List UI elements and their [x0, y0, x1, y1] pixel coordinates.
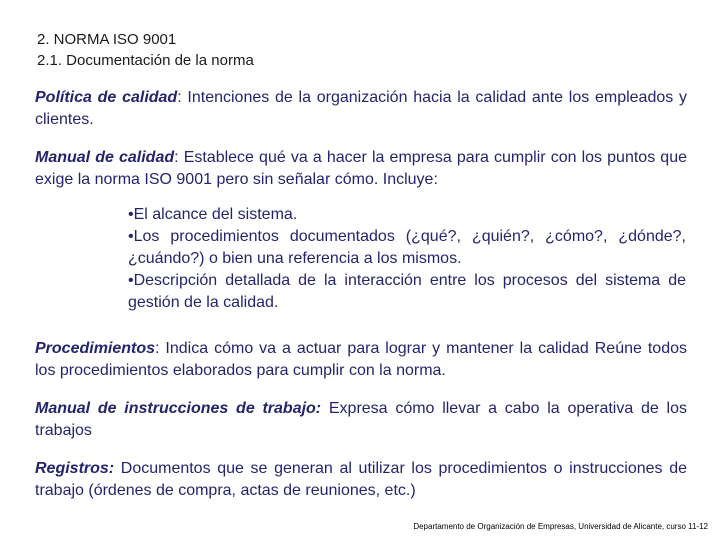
manual-text: : Establece qué va a hacer la empresa para cumplir con los puntos que exige la norma ISO 9001 pero sin señalar cómo. Incluye: [35, 149, 688, 188]
registros-paragraph [35, 458, 687, 502]
politica-paragraph [35, 87, 687, 131]
instrucciones-text: Expresa cómo llevar a cabo la operativa de los trabajos [35, 400, 687, 439]
section-heading: 2. NORMA ISO 9001 [37, 31, 177, 48]
instrucciones-term: Manual de instrucciones de trabajo: [35, 400, 322, 417]
registros-text: Documentos que se generan al utilizar los procedimientos o instrucciones de trabajo (órdenes de compra, actas de reuniones, etc.) [35, 460, 687, 499]
bullet-item: •Descripción detallada de la interacción entre los procesos del sistema de gestión de la calidad. [128, 272, 686, 311]
politica-term: Política de calidad [35, 89, 178, 106]
procedimientos-term: Procedimientos [35, 340, 156, 357]
instrucciones-paragraph [35, 398, 687, 442]
politica-text: : Intenciones de la organización hacia la calidad ante los empleados y clientes. [35, 89, 687, 128]
manual-term: Manual de calidad [35, 149, 175, 166]
manual-bullet-list [128, 204, 686, 314]
procedimientos-paragraph [35, 338, 687, 382]
registros-term: Registros: [35, 460, 115, 477]
bullet-item: •Los procedimientos documentados (¿qué?, ¿quién?, ¿cómo?, ¿dónde?, ¿cuándo?) o bien una referencia a los mismos. [128, 228, 686, 267]
procedimientos-text: : Indica cómo va a actuar para lograr y mantener la calidad Reúne todos los procedimientos elaborados para cumplir con la norma. [35, 340, 687, 379]
subsection-heading: 2.1. Documentación de la norma [37, 52, 254, 69]
footer-credit: Departamento de Organización de Empresas, Universidad de Alicante, curso 11-12 [413, 522, 708, 531]
bullet-item: •El alcance del sistema. [128, 206, 298, 223]
manual-paragraph [35, 147, 687, 191]
